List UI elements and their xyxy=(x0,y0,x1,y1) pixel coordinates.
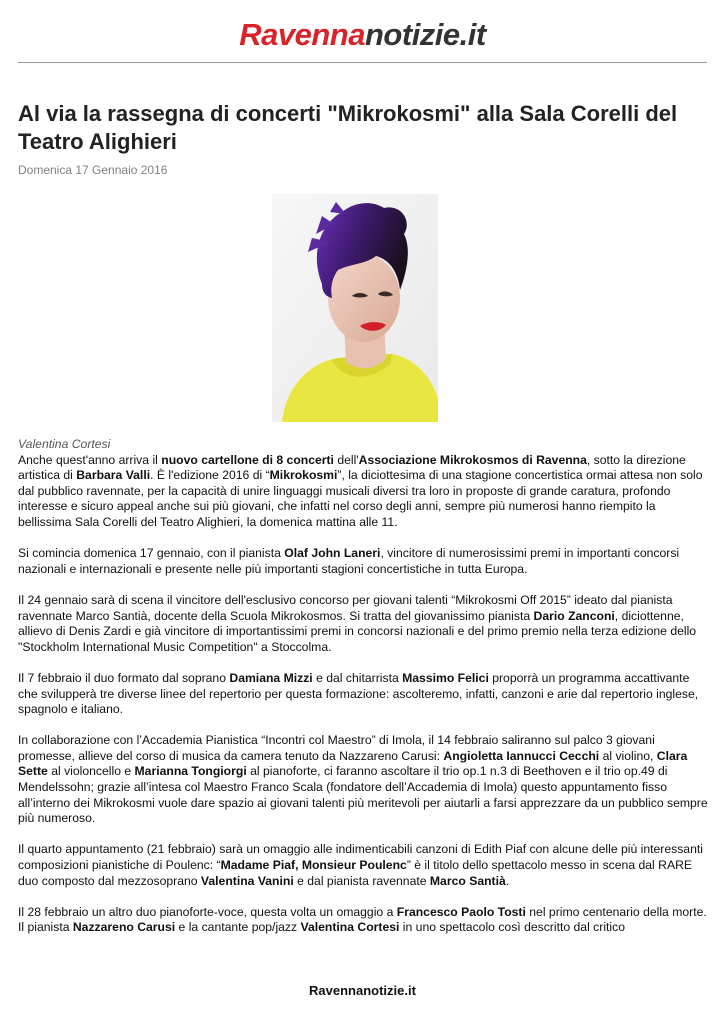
text-run: . È l'edizione 2016 di “ xyxy=(150,468,270,483)
text-run: In collaborazione con l’Accademia Pianistica “Incontri col Maestro” di Imola, il 14 febbraio saliranno sul palco 3 giovani promesse, allieve del corso di musica da camera tenuto da Nazzareno Carusi: xyxy=(18,733,655,763)
bold-text: Massimo Felici xyxy=(402,670,489,685)
bold-text: Damiana Mizzi xyxy=(229,670,313,685)
bold-text: Associazione Mikrokosmos di Ravenna xyxy=(358,452,587,467)
bold-text: Angioletta Iannucci Cecchi xyxy=(443,748,600,763)
bold-text: nuovo cartellone di 8 concerti xyxy=(161,452,334,467)
article-photo xyxy=(272,194,438,422)
article-date: Domenica 17 Gennaio 2016 xyxy=(18,163,168,177)
bold-text: Mikrokosmi xyxy=(269,468,338,483)
text-run: e la cantante pop/jazz xyxy=(175,920,301,935)
text-run: . xyxy=(505,873,510,888)
footer-site-name[interactable]: Ravennanotizie.it xyxy=(309,983,416,998)
bold-text: Olaf John Laneri xyxy=(284,546,381,561)
article-paragraph xyxy=(18,546,710,577)
site-logo[interactable] xyxy=(239,17,485,53)
text-run: Il 28 febbraio un altro duo pianoforte-voce, questa volta un omaggio a xyxy=(18,904,397,919)
article-paragraph xyxy=(18,671,710,718)
article-paragraph xyxy=(18,733,710,827)
text-run: al violino, xyxy=(599,748,657,763)
text-run: Si comincia domenica 17 gennaio, con il pianista xyxy=(18,546,285,561)
bold-text: Madame Piaf, Monsieur Poulenc xyxy=(220,858,407,873)
bold-text: Clara Sette xyxy=(18,748,688,779)
bold-text: Valentina Cortesi xyxy=(300,920,400,935)
bold-text: Valentina Vanini xyxy=(200,873,294,888)
text-run: Il 7 febbraio il duo formato dal soprano xyxy=(18,670,230,685)
bold-text: Dario Zanconi xyxy=(533,608,615,623)
article-body xyxy=(18,437,710,952)
text-run: , diciottenne, allievo di Denis Zardi e già vincitore di importantissimi premi in concorsi nazionali e del primo premio nella terza edizione dello "Stockholm International Music Competition" a Stoccolma. xyxy=(18,608,697,654)
text-run: , vincitore di numerosissimi premi in importanti concorsi nazionali e internazionali e presente nelle più importanti stagioni concertistiche in tutta Europa. xyxy=(18,546,680,576)
logo-text-notizie: notizie.it xyxy=(365,17,486,52)
bold-text: Nazzareno Carusi xyxy=(72,920,176,935)
article-paragraphs xyxy=(18,453,710,936)
text-run: Il quarto appuntamento (21 febbraio) sarà un omaggio alle indimenticabili canzoni di Edith Piaf con alcune delle più interessanti composizioni pianistiche di Poulenc: “ xyxy=(18,842,703,873)
text-run: nel primo centenario della morte. Il pianista xyxy=(18,904,707,935)
text-run: Anche quest'anno arriva il xyxy=(18,452,162,467)
article-author: Valentina Cortesi xyxy=(18,437,111,451)
header-divider xyxy=(18,62,707,63)
text-run: ” è il titolo dello spettacolo messo in scena dal RARE duo composto dal mezzosoprano xyxy=(18,858,693,888)
text-run: al violoncello e xyxy=(47,764,135,779)
text-run: , sotto la direzione artistica di xyxy=(18,452,686,483)
bold-text: Marco Santià xyxy=(429,873,506,888)
portrait-illustration xyxy=(272,194,438,422)
bold-text: Marianna Tongiorgi xyxy=(134,764,247,779)
text-run: in uno spettacolo così descritto dal critico xyxy=(399,920,625,935)
text-run: Il 24 gennaio sarà di scena il vincitore dell'esclusivo concorso per giovani talenti “Mikrokosmi Off 2015” ideato dal pianista ravennate Marco Santià, docente della Scuola Mikrokosmos. Si tratta del giovanissimo pianista xyxy=(18,592,673,623)
site-header xyxy=(0,17,725,53)
article-paragraph xyxy=(18,453,710,531)
text-run: al pianoforte, ci faranno ascoltare il trio op.1 n.3 di Beethoven e il trio op.49 di Mendelssohn; grazie all’intesa col Maestro Franco Scala (fondatore dell’Accademia di Imola) questo appuntamento fisso all’interno dei Mikrokosmi vuole dare spazio ai giovani talenti più meritevoli per aiutarli a farsi apprezzare da un pubblico sempre più numeroso. xyxy=(18,764,708,826)
text-run: ”, la diciottesima di una stagione concertistica ormai attesa non solo dal pubblico ravennate, per la capacità di unire linguaggi musicali diversi tra loro in proposte di grande caratura, profondo interesse e sicuro appeal anche sui più giovani, che infatti nel corso degli anni, sempre più numerosi hanno riempito la bellissima Sala Corelli del Teatro Alighieri, la domenica mattina alle 11. xyxy=(18,468,703,529)
text-run: e dal pianista ravennate xyxy=(293,873,430,888)
text-run: proporrà un programma accattivante che svilupperà tre diverse linee del repertorio per questa formazione: ascolteremo, infatti, canzoni e arie dal repertorio inglese, spagnolo e italiano. xyxy=(18,670,699,717)
text-run: e dal chitarrista xyxy=(312,670,403,685)
bold-text: Francesco Paolo Tosti xyxy=(396,904,526,919)
article-paragraph xyxy=(18,593,710,655)
article-paragraph xyxy=(18,842,710,889)
logo-text-ravenna: Ravenna xyxy=(239,17,365,52)
text-run: dell' xyxy=(333,452,359,467)
bold-text: Barbara Valli xyxy=(76,468,151,483)
article-paragraph xyxy=(18,905,710,936)
article-title: Al via la rassegna di concerti "Mikrokosmi" alla Sala Corelli del Teatro Alighieri xyxy=(18,101,678,154)
